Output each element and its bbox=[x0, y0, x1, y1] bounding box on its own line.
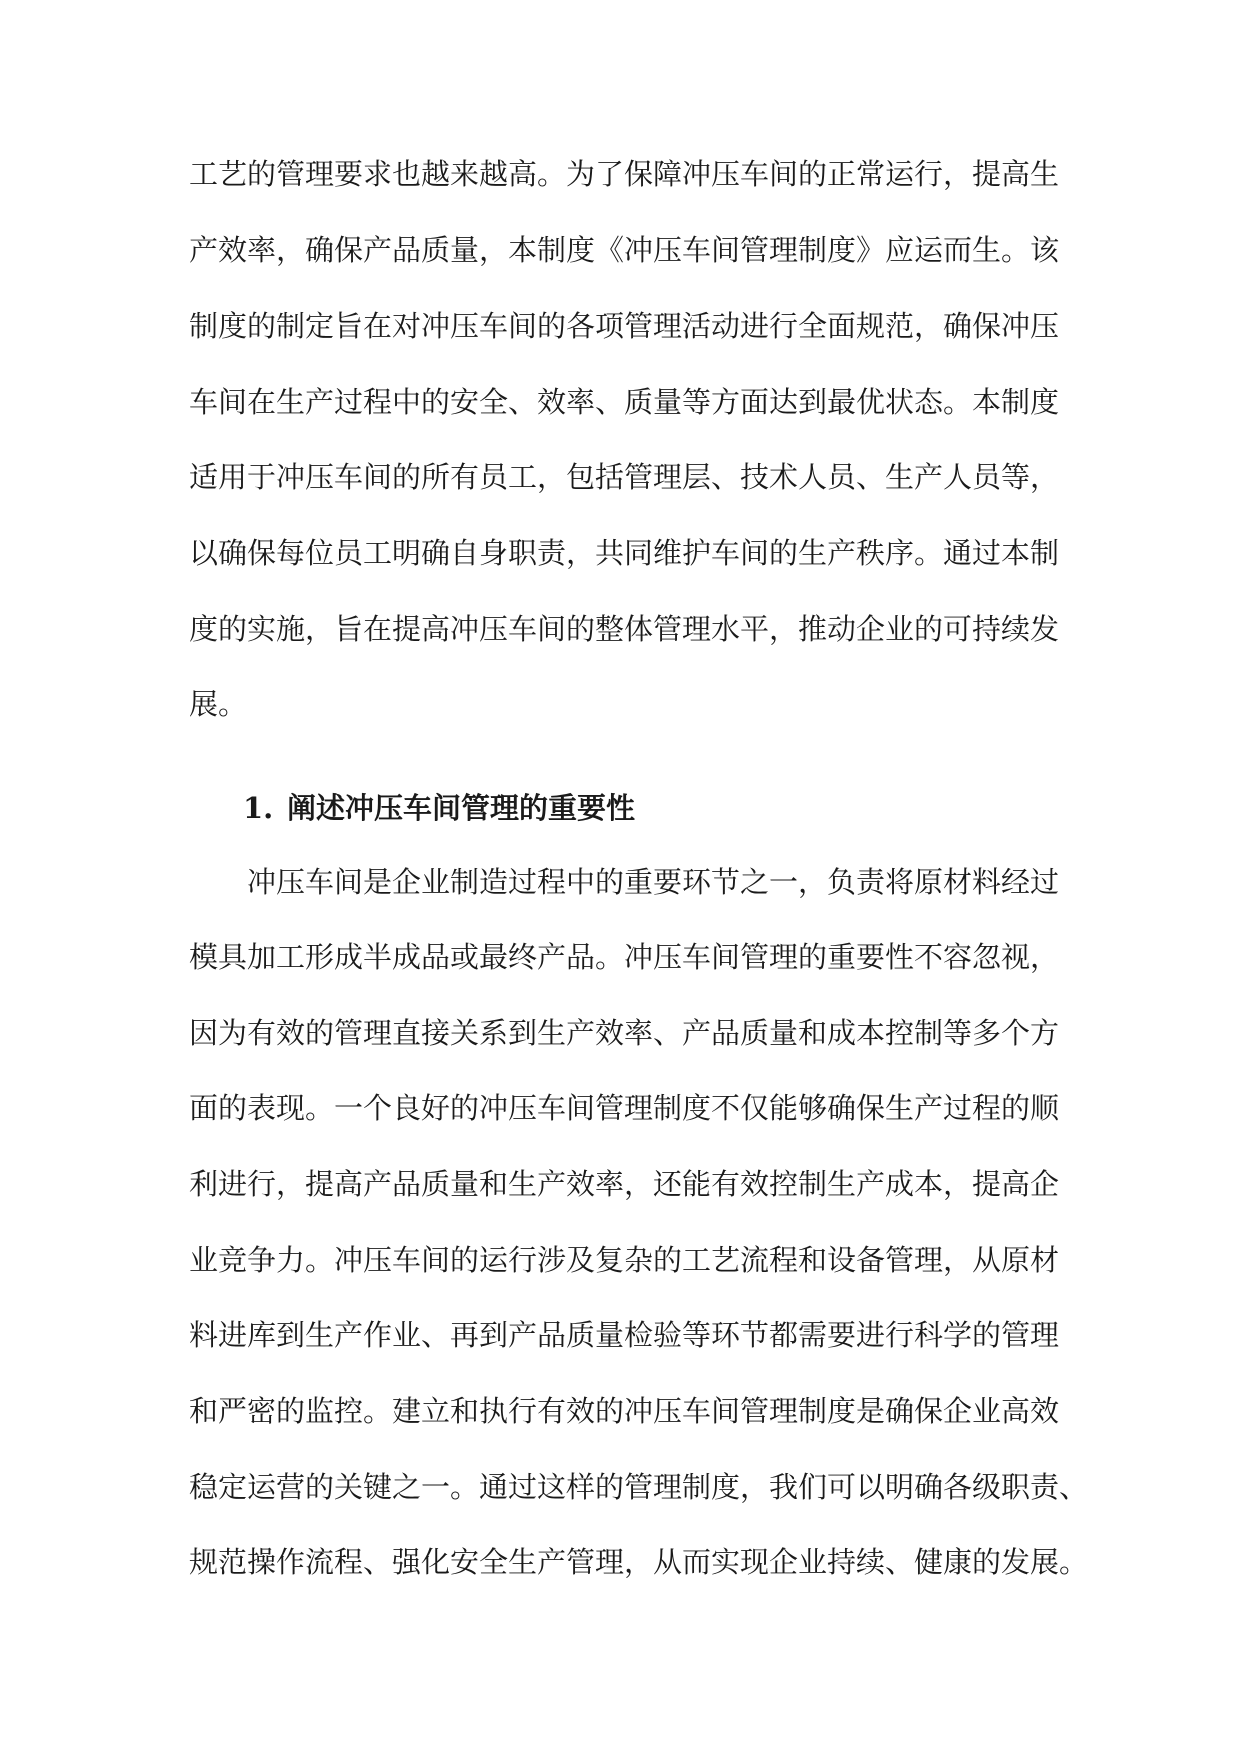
section-heading bbox=[243, 788, 635, 828]
paragraph-line: 模具加工形成半成品或最终产品。冲压车间管理的重要性不容忽视， bbox=[189, 940, 1060, 974]
paragraph-line: 工艺的管理要求也越来越高。为了保障冲压车间的正常运行，提高生 bbox=[189, 157, 1060, 191]
paragraph-line: 因为有效的管理直接关系到生产效率、产品质量和成本控制等多个方 bbox=[189, 1016, 1060, 1050]
paragraph-line: 利进行，提高产品质量和生产效率，还能有效控制生产成本，提高企 bbox=[189, 1167, 1060, 1201]
paragraph-line: 稳定运营的关键之一。通过这样的管理制度，我们可以明确各级职责、 bbox=[189, 1470, 1089, 1504]
section-number: 1. bbox=[243, 791, 274, 825]
section-title: 阐述冲压车间管理的重要性 bbox=[287, 791, 636, 825]
paragraph-line: 车间在生产过程中的安全、效率、质量等方面达到最优状态。本制度 bbox=[189, 385, 1060, 419]
paragraph-line: 制度的制定旨在对冲压车间的各项管理活动进行全面规范，确保冲压 bbox=[189, 309, 1060, 343]
paragraph-line: 面的表现。一个良好的冲压车间管理制度不仅能够确保生产过程的顺 bbox=[189, 1091, 1060, 1125]
paragraph-line: 规范操作流程、强化安全生产管理，从而实现企业持续、健康的发展。 bbox=[189, 1545, 1089, 1579]
paragraph-line: 产效率，确保产品质量，本制度《冲压车间管理制度》应运而生。该 bbox=[189, 233, 1060, 267]
paragraph-line: 料进库到生产作业、再到产品质量检验等环节都需要进行科学的管理 bbox=[189, 1318, 1060, 1352]
paragraph-line: 以确保每位员工明确自身职责，共同维护车间的生产秩序。通过本制 bbox=[189, 536, 1060, 570]
paragraph-line: 业竞争力。冲压车间的运行涉及复杂的工艺流程和设备管理，从原材 bbox=[189, 1243, 1060, 1277]
paragraph-line: 展。 bbox=[189, 687, 248, 721]
paragraph-line: 和严密的监控。建立和执行有效的冲压车间管理制度是确保企业高效 bbox=[189, 1394, 1060, 1428]
paragraph-line: 度的实施，旨在提高冲压车间的整体管理水平，推动企业的可持续发 bbox=[189, 612, 1060, 646]
paragraph-line: 冲压车间是企业制造过程中的重要环节之一，负责将原材料经过 bbox=[247, 865, 1060, 899]
paragraph-line: 适用于冲压车间的所有员工，包括管理层、技术人员、生产人员等， bbox=[189, 460, 1060, 494]
